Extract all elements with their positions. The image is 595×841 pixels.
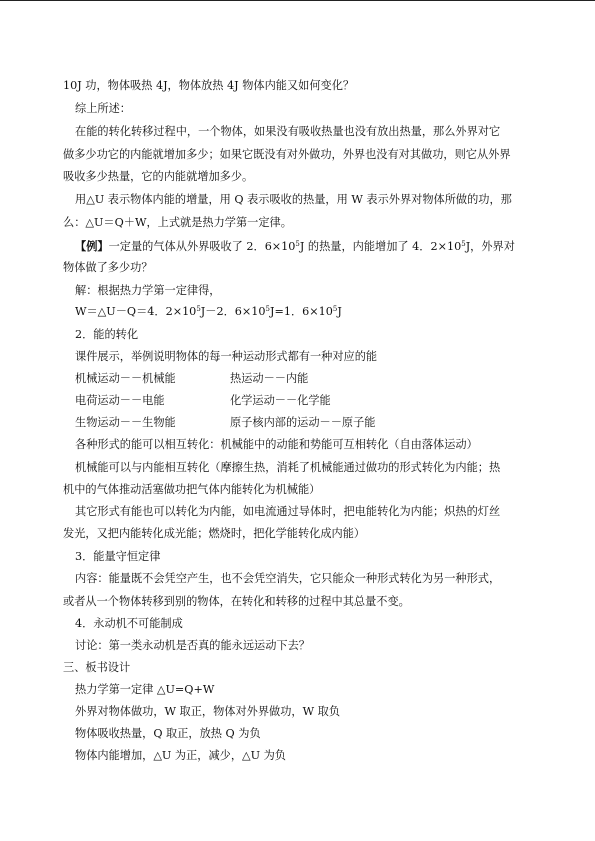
energy-pair-left: 生物运动－－生物能 — [75, 416, 176, 429]
text-line: 用△U 表示物体内能的增量，用 Q 表示吸收的热量，用 W 表示外界对物体所做的功，那 — [75, 193, 512, 206]
text-line: 其它形式有能也可以转化为内能，如电流通过导体时，把电能转化为内能；炽热的灯丝 — [75, 505, 501, 518]
text-line: 内容：能量既不会凭空产生，也不会凭空消失，它只能众一种形式转化为另一种形式， — [75, 572, 501, 585]
text-line: 10J 功，物体吸热 4J，物体放热 4J 物体内能又如何变化？ — [63, 79, 355, 92]
text-line: 做多少功它的内能就增加多少；如果它既没有对外做功，外界也没有对其做功，则它从外界 — [63, 148, 511, 161]
section-heading: 4．永动机不可能制成 — [75, 617, 183, 630]
text-line: 物体内能增加，△U 为正，减少，△U 为负 — [75, 749, 286, 762]
section-heading: 2．能的转化 — [75, 328, 139, 341]
text-line: 课件展示，举例说明物体的每一种运动形式都有一种对应的能 — [75, 350, 378, 363]
text-line: 综上所述： — [75, 102, 131, 115]
energy-pair-left: 电荷运动－－电能 — [75, 394, 165, 407]
text-line: 热力学第一定律 △U=Q+W — [75, 683, 215, 696]
text-line: 各种形式的能可以相互转化：机械能中的动能和势能可互相转化（自由落体运动） — [75, 438, 478, 451]
text-line: 吸收多少热量，它的内能就增加多少。 — [63, 170, 254, 183]
energy-pair-right: 热运动－－内能 — [230, 372, 309, 385]
formula-line: W＝△U－Q＝4．$2\times 10^5J-2$．$6\times 10^5J=1$．$6\times 10^5J$ — [75, 305, 342, 318]
example-label: 【例】 — [75, 239, 109, 253]
text-line: 发光，又把内能转化成光能；燃烧时，把化学能转化成内能） — [63, 527, 366, 540]
text-line: 外界对物体做功，W 取正，物体对外界做功，W 取负 — [75, 705, 341, 718]
section-heading: 3．能量守恒定律 — [75, 550, 161, 563]
energy-pair-right: 化学运动－－化学能 — [230, 394, 331, 407]
energy-pair-left: 机械运动－－机械能 — [75, 372, 176, 385]
text-line: 或者从一个物体转移到别的物体，在转化和转移的过程中其总量不变。 — [63, 595, 410, 608]
text-line: 么：△U＝Q＋W，上式就是热力学第一定律。 — [63, 216, 292, 229]
text-line: 物体吸收热量，Q 取正，放热 Q 为负 — [75, 727, 261, 740]
energy-pair-right: 原子核内部的运动－－原子能 — [230, 416, 376, 429]
text-line: 解：根据热力学第一定律得， — [75, 284, 221, 297]
text-line: 讨论：第一类永动机是否真的能永远运动下去？ — [75, 639, 310, 652]
text-line: 机中的气体推动活塞做功把气体内能转化为机械能） — [63, 483, 321, 496]
section-heading: 三、板书设计 — [63, 661, 131, 674]
text-line: 物体做了多少功？ — [63, 261, 153, 274]
text-line: 在能的转化转移过程中，一个物体，如果没有吸收热量也没有放出热量，那么外界对它 — [75, 125, 501, 138]
example-line: 【例】一定量的气体从外界吸收了 2．$6\times 10^5J$ 的热量，内能增加了 4．$2\times 10^5J$，外界对 — [75, 239, 515, 253]
text-line: 机械能可以与内能相互转化（摩擦生热，消耗了机械能通过做功的形式转化为内能；热 — [75, 461, 501, 474]
